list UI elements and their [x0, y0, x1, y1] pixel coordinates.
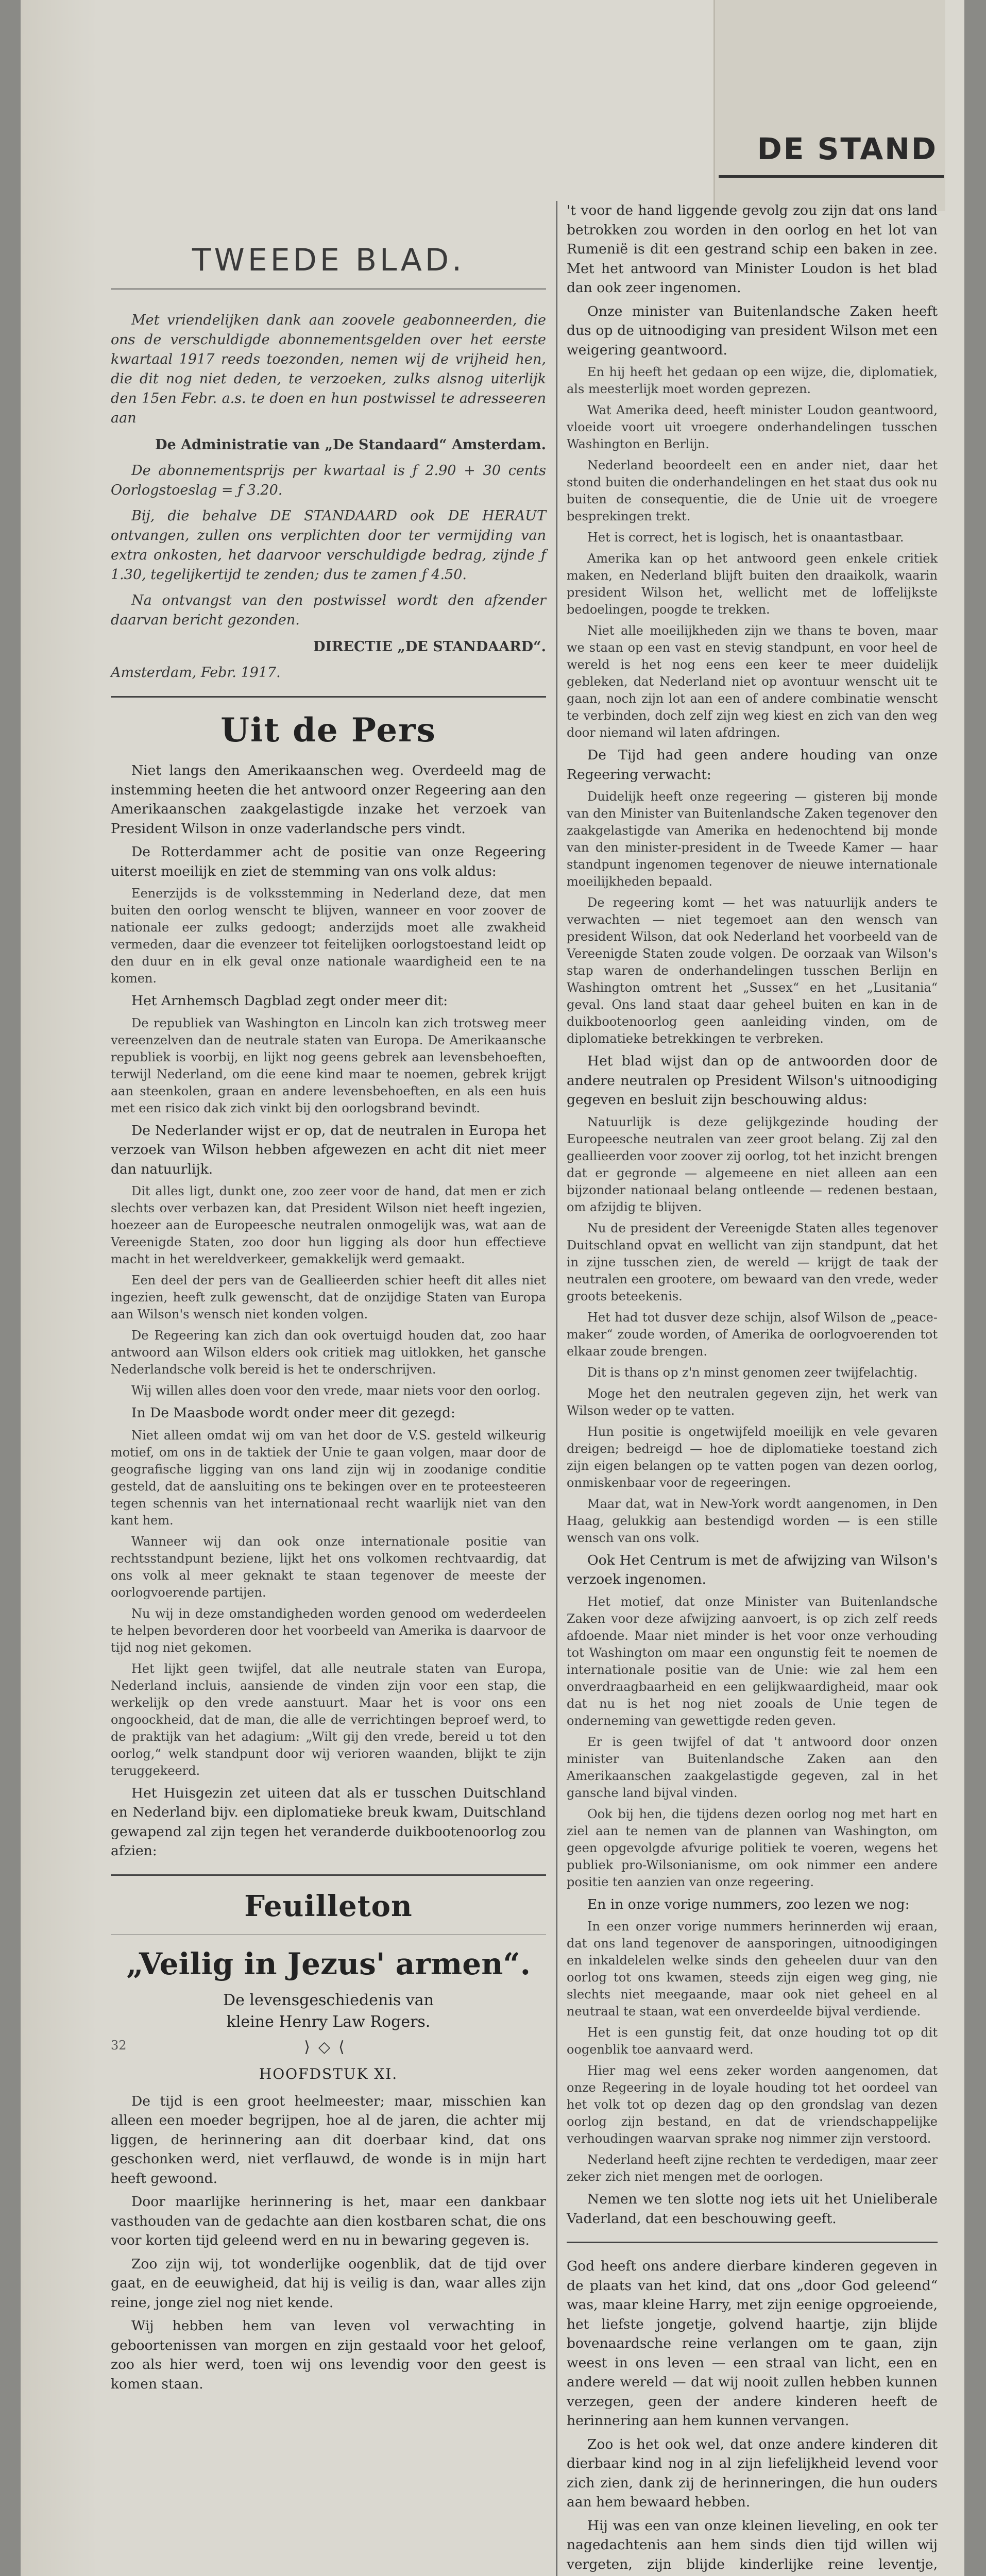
- story-paragraph: Door maarlijke herinnering is het, maar een dankbaar vasthouden van de gedachte aan dien kostbaren schat, die ons voor korten tijd geleend werd en nu in bewaring gegeven is.: [111, 2194, 546, 2248]
- left-column: [111, 242, 546, 2398]
- press-quote: Niet alleen omdat wij om van het door de V.S. gesteld wilkeurig motief, om ons in de taktiek der Unie te gaan volgen, maar door de geografische ligging van ons land zijn wij in zoodanige conditie gesteld, dat de aansluiting ons te bekingen over en te proteesteeren tegen schennis van het internationaal recht waarlijk niet van den kant hem.: [111, 1428, 546, 1528]
- article-quote: Natuurlijk is deze gelijkgezinde houding der Europeesche neutralen van zeer groot belang. Zij zal den geallieerden voor zoover zij oorlog, tot het inzicht brengen dat er gegronde — algemeene en niet alleen aan een bijzonder nationaal belang ontleende — redenen bestaan, om afzijdig te blijven.: [567, 1114, 938, 1214]
- story-paragraph: God heeft ons andere dierbare kinderen gegeven in de plaats van het kind, dat ons „door God geleend“ was, maar kleine Harry, met zijn eenige opgroeiende, het liefste jongetje, golvend haartje, zijn blijde bovenaardsche reine verlangen om te gaan, zijn weest in ons leven — een straal van licht, een en andere wereld — dat wij nooit zullen hebben kunnen verzegen, geen der andere kinderen heeft de herinnering aan hem kunnen vervangen.: [567, 2258, 938, 2429]
- article-quote: De regeering komt — het was natuurlijk anders te verwachten — niet tegemoet aan den wensch van president Wilson, dat ook Nederland het voorbeeld van de Vereenigde Staten zoude volgen. De oorzaak van Wilson's stap waren de onderhandelingen tusschen Berlijn en Washington omtrent het „Sussex“ en het „Lusitania“ geval. Ons land staat daar geheel buiten en kan in de duikbootenoorlog geen aanleiding vinden, om de diplomatieke betrekkingen te verbreken.: [567, 895, 938, 1046]
- press-paragraph: De Rotterdammer acht de positie van onze Regeering uiterst moeilijk en ziet de stemming van ons volk aldus:: [111, 844, 546, 879]
- story-paragraph: Hij was een van onze kleinen lieveling, en ook ter nagedachtenis aan hem sinds dien tijd willen wij vergeten, zijn blijde kinderlijke reine leventje,: [567, 2517, 938, 2572]
- article-quote: Nederland heeft zijne rechten te verdedigen, maar zeer zeker zich niet mengen met de oorlogen.: [567, 2153, 938, 2184]
- press-paragraph: In De Maasbode wordt onder meer dit gezegd:: [131, 1405, 455, 1421]
- right-column: [567, 201, 938, 2576]
- article-quote: In een onzer vorige nummers herinnerden wij eraan, dat ons land tegenover de aansporingen, uitnoodigingen en inkaldelelen welke sinds den geheelen duur van den oorlog tot ons kwamen, steeds zijn eigen weg ging, nie slechts niet meegaande, maar ook niet geheel en al neutraal te staan, wat een onverdeelde bijval verdiende.: [567, 1919, 938, 2019]
- feuilleton-body: [111, 2092, 546, 2394]
- article-quote: Hier mag wel eens zeker worden aangenomen, dat onze Regeering in de loyale houding tot het oordeel van het volk tot op dezen dag op den grondslag van dezen oorlog zijn bestand, en dat de vriendschappelijke verhoudingen waarvan sprake nog nimmer zijn verstoord.: [567, 2063, 938, 2146]
- article-paragraph: Nemen we ten slotte nog iets uit het Unieliberale Vaderland, dat een beschouwing geeft.: [567, 2191, 938, 2227]
- section-rule: [111, 1874, 546, 1876]
- article-quote: Dit is thans op z'n minst genomen zeer twijfelachtig.: [587, 1365, 918, 1380]
- article-quote: En hij heeft het gedaan op een wijze, die, diplomatiek, als meesterlijk moet worden geprezen.: [567, 365, 938, 396]
- article-quote: Het is een gunstig feit, dat onze houding tot op dit oogenblik toe aanvaard werd.: [567, 2025, 938, 2057]
- section-rule: [567, 2242, 938, 2243]
- ornament-divider: ⟩◇⟨: [304, 2038, 353, 2056]
- article-quote: Nederland beoordeelt een en ander niet, daar het stond buiten die onderhandelingen en het staat dus ook nu buiten de consequentie, die de Unie uit de vroegere besprekingen trekt.: [567, 458, 938, 523]
- article-quote: Maar dat, wat in New-York wordt aangenomen, in Den Haag, gelukkig aan bestendigd worden — is een stille wensch van ons volk.: [567, 1496, 938, 1545]
- feuilleton-number: 32: [111, 2038, 127, 2053]
- press-review-body: [111, 761, 546, 1861]
- press-paragraph: De Nederlander wijst er op, dat de neutralen in Europa het verzoek van Wilson hebben afgewezen en acht dit niet meer dan natuurlijk.: [111, 1122, 546, 1177]
- article-paragraph: 't voor de hand liggende gevolg zou zijn dat ons land betrokken zou worden in den oorlog en het lot van Rumenië is dit een gestrand schip een baken in zee. Met het antwoord van Minister Loudon is het blad dan ook zeer ingenomen.: [567, 202, 938, 296]
- article-paragraph: Het blad wijst dan op de antwoorden door de andere neutralen op President Wilson's uitnoodiging gegeven en besluit zijn beschouwing aldus:: [567, 1053, 938, 1108]
- article-quote: Niet alle moeilijkheden zijn we thans te boven, maar we staan op een vast en stevig standpunt, en voor heel de wereld is het nog eens een keer te meer duidelijk gebleken, dat Nederland niet op avontuur wenscht uit te gaan, noch zijn lot aan een of andere combinatie wenscht te verbinden, doch zelf zijn weg kiest en zich van den weg door niemand wil laten afdringen.: [567, 623, 938, 740]
- section-rule: [111, 696, 546, 698]
- story-paragraph: Wij hebben hem van leven vol verwachting in geboortenissen van morgen en zijn gestaald voor het geloof, zoo als hier werd, toen wij ons levendig voor den geest is komen staan.: [111, 2318, 546, 2392]
- article-quote: Duidelijk heeft onze regeering — gisteren bij monde van den Minister van Buitenlandsche Zaken tegenover den zaakgelastigde van Amerika en hedenochtend bij monde van den minister-president in de Tweede Kamer — haar standpunt ingenomen tegenover de nieuwe internationale moeilijkheden bepaald.: [567, 789, 938, 889]
- directie-signature: DIRECTIE „DE STANDAARD“.: [313, 639, 546, 655]
- article-quote: Amerika kan op het antwoord geen enkele critiek maken, en Nederland blijft buiten den draaikolk, waarin president Wilson het, wellicht met de loffelijkste bedoelingen, poogde te trekken.: [567, 551, 938, 617]
- article-quote: Moge het den neutralen gegeven zijn, het werk van Wilson weder op te vatten.: [567, 1386, 938, 1418]
- press-quote: De Regeering kan zich dan ook overtuigd houden dat, zoo haar antwoord aan Wilson elders ook critiek mag uitlokken, het gansche Nederlandsche volk bereid is het te onderschrijven.: [111, 1328, 546, 1377]
- story-paragraph: Zoo is het ook wel, dat onze andere kinderen dit dierbaar kind nog in al zijn liefelijkheid levend voor zich zien, dank zij de herinneringen, die hun ouders aan hem bewaard hebben.: [567, 2436, 938, 2510]
- press-quote: Nu wij in deze omstandigheden worden genood om wederdeelen te helpen bevorderen door het voorbeeld van Amerika is daarvoor de tijd nog niet gekomen.: [111, 1606, 546, 1655]
- folded-page-corner: [713, 0, 945, 211]
- article-paragraph: Ook Het Centrum is met de afwijzing van Wilson's verzoek ingenomen.: [567, 1552, 938, 1587]
- press-quote: De republiek van Washington en Lincoln kan zich trotsweg meer vereenzelven dan de neutrale staten van Europa. De Amerikaansche republiek is voorbij, en lijkt nog geens gebrek aan levensbehoeften, terwijl Nederland, om die eene kind maar te noemen, gebrek krijgt aan steenkolen, graan en andere levensbehoeften, en als een huis met een risico dak zich vinkt bij den oorlogsbrand bevindt.: [111, 1015, 546, 1115]
- press-quote: Dit alles ligt, dunkt one, zoo zeer voor de hand, dat men er zich slechts over verbazen kan, dat President Wilson niet heeft ingezien, hoezeer aan de Europeesche neutralen onmogelijk was, wat aan de Vereenigde Staten, zoo door hun ligging als door hun effectieve macht in het wereldverkeer, gemakkelijk werd gemaakt.: [111, 1184, 546, 1266]
- article-quote: Wat Amerika deed, heeft minister Loudon geantwoord, vloeide voort uit vroegere onderhandelingen tusschen Washington en Berlijn.: [567, 403, 938, 451]
- tweede-blad-title: TWEEDE BLAD.: [111, 242, 546, 290]
- press-paragraph: Het Arnhemsch Dagblad zegt onder meer dit:: [131, 993, 448, 1009]
- story-paragraph: Zoo zijn wij, tot wonderlijke oogenblik, dat de tijd over gaat, en de eeuwigheid, dat hij is veilig is dan, waar alles zijn reine, jonge ziel nog niet kende.: [111, 2256, 546, 2311]
- article-quote: Nu de president der Vereenigde Staten alles tegenover Duitschland opvat en wellicht van zijn standpunt, dat het in zijne tusschen zien, de wereld — krijgt de taak der neutralen een grootere, om bewaard van den vrede, weder groots beteekenis.: [567, 1221, 938, 1303]
- feuilleton-continued: [567, 2257, 938, 2576]
- press-paragraph: Het Huisgezin zet uiteen dat als er tusschen Duitschland en Nederland bijv. een diplomatieke breuk kwam, Duitschland gewapend zal zijn tegen het veranderde duikbootenoorlog zou afzien:: [111, 1785, 546, 1859]
- article-quote: Hun positie is ongetwijfeld moeilijk en vele gevaren dreigen; bedreigd — hoe de diplomatieke toestand zich zijn eigen belangen op te vatten pogen van dezen oorlog, onmiskenbaar voor de regeeringen.: [567, 1424, 938, 1490]
- article-quote: Ook bij hen, die tijdens dezen oorlog nog met hart en ziel aan te nemen van de plannen van Washington, om geen opgevolgde afvurige politiek te voeren, wegens het publiek pro-Wilsonianisme, om ook nimmer een andere positie ten aanzien van onze regeering.: [567, 1806, 938, 1889]
- story-paragraph: De tijd is een groot heelmeester; maar, misschien kan alleen een moeder begrijpen, hoe al de jaren, die achter mij liggen, de herinnering aan dit doerbaar kind, dat ons geschonken werd, niet verflauwd, de wonde is in mijn hart heeft gewoond.: [111, 2093, 546, 2187]
- notice-paragraph: De abonnementsprijs per kwartaal is ƒ 2.90 + 30 cents Oorlogstoeslag = ƒ 3.20.: [111, 463, 546, 498]
- article-paragraph: De Tijd had geen andere houding van onze Regeering verwacht:: [567, 747, 938, 783]
- article-quote: Er is geen twijfel of dat 't antwoord door onzen minister van Buitenlandsche Zaken aan den Amerikaanschen zaakgelastigde gegeven, zal in het gansche land bijval vinden.: [567, 1734, 938, 1800]
- uit-de-pers-title: Uit de Pers: [220, 711, 436, 750]
- article-quote: Het is correct, het is logisch, het is onaantastbaar.: [587, 530, 904, 545]
- press-quote: Het lijkt geen twijfel, dat alle neutrale staten van Europa, Nederland incluis, aansiende de vinden zijn voor een stap, die werkelijk op den vrede aanstuurt. Maar het is voor ons een ongoockheid, dat de man, die alle de verrichtingen beproef werd, to de praktijk van het adagium: „Wilt gij den vrede, bereid u tot den oorlog,“ welk standpunt door wij verioren waanden, blijkt te zijn teruggekeerd.: [111, 1661, 546, 1778]
- admin-signature: De Administratie van „De Standaard“ Amsterdam.: [155, 437, 546, 453]
- feuilleton-title: Feuilleton: [244, 1889, 413, 1923]
- article-paragraph: Onze minister van Buitenlandsche Zaken heeft dus op de uitnoodiging van president Wilson met een weigering geantwoord.: [567, 303, 938, 358]
- masthead-rule: [719, 175, 944, 178]
- chapter-heading: HOOFDSTUK XI.: [259, 2065, 398, 2082]
- article-quote: Het motief, dat onze Minister van Buitenlandsche Zaken voor deze afwijzing aanvoert, is op zich zelf reeds afdoende. Maar niet minder is het voor onze verhouding tot Washington om maar een ongunstig feit te noemen de internationale positie van de Unie: wie zal hem een onverdraagbaarheid en een gelijkwaardigheid, maar ook dat nu is het nog niet zooals de Unie tegen de onderneming van gewettigde reden geven.: [567, 1594, 938, 1728]
- newspaper-masthead: DE STAND: [757, 131, 938, 166]
- notice-paragraph: Na ontvangst van den postwissel wordt den afzender daarvan bericht gezonden.: [111, 592, 546, 628]
- article-paragraph: En in onze vorige nummers, zoo lezen we nog:: [587, 1896, 910, 1912]
- press-quote: Wanneer wij dan ook onze internationale positie van rechtsstandpunt beziene, lijkt het ons volkomen rechtvaardig, dat ons volk al meer geknakt te staan tegenover de meeste der oorlogvoerende partijen.: [111, 1534, 546, 1600]
- notice-paragraph: Met vriendelijken dank aan zoovele geabonneerden, die ons de verschuldigde abonnementsgelden over het eerste kwartaal 1917 reeds toezonden, nemen wij de vrijheid hen, die dit nog niet deden, te verzoeken, zulks alsnog uiterlijk den 15en Febr. a.s. te doen en hun postwissel te adresseeren aan: [111, 312, 546, 426]
- story-title: „Veilig in Jezus' armen“.: [126, 1946, 531, 1981]
- press-quote: Eenerzijds is de volksstemming in Nederland deze, dat men buiten den oorlog wenscht te blijven, wanneer en voor zoover de nationale eer zulks gedoogt; anderzijds moet alle zwakheid vermeden, daar die evenzeer tot feitelijken oorlogstoestand leidt op den duur en in elk geval onze nationale waardigheid een te na komen.: [111, 886, 546, 986]
- column-divider: [556, 201, 557, 2576]
- story-subtitle: [111, 1990, 546, 2033]
- right-column-body: [567, 201, 938, 2228]
- subscription-notice: [111, 311, 546, 683]
- notice-paragraph: Bij, die behalve DE STANDAARD ook DE HERAUT ontvangen, zullen ons verplichten door ter vermijding van extra onkosten, het daarvoor verschuldigde bedrag, zijnde ƒ 1.30, tegelijkertijd te zenden; dus te zamen ƒ 4.50.: [111, 508, 546, 583]
- place-date: Amsterdam, Febr. 1917.: [111, 665, 281, 681]
- press-quote: Een deel der pers van de Geallieerden schier heeft dit alles niet ingezien, heeft zulk gewenscht, dat de onzijdige Staten van Europa aan Wilson's wensch niet konden volgen.: [111, 1273, 546, 1321]
- story-subtitle-line: kleine Henry Law Rogers.: [226, 2012, 431, 2031]
- article-quote: Het had tot dusver deze schijn, alsof Wilson de „peace-maker“ zoude worden, of Amerika de oorlogvoerenden tot elkaar zoude brengen.: [567, 1310, 938, 1359]
- press-quote: Wij willen alles doen voor den vrede, maar niets voor den oorlog.: [131, 1383, 541, 1398]
- page-margin-shadow: [21, 0, 98, 2576]
- story-subtitle-line: De levensgeschiedenis van: [223, 1991, 434, 2009]
- press-paragraph: Niet langs den Amerikaanschen weg. Overdeeld mag de instemming heeten die het antwoord onzer Regeering aan den Amerikaanschen zaakgelastigde inzake het verzoek van President Wilson in onze vaderlandsche pers vindt.: [111, 762, 546, 837]
